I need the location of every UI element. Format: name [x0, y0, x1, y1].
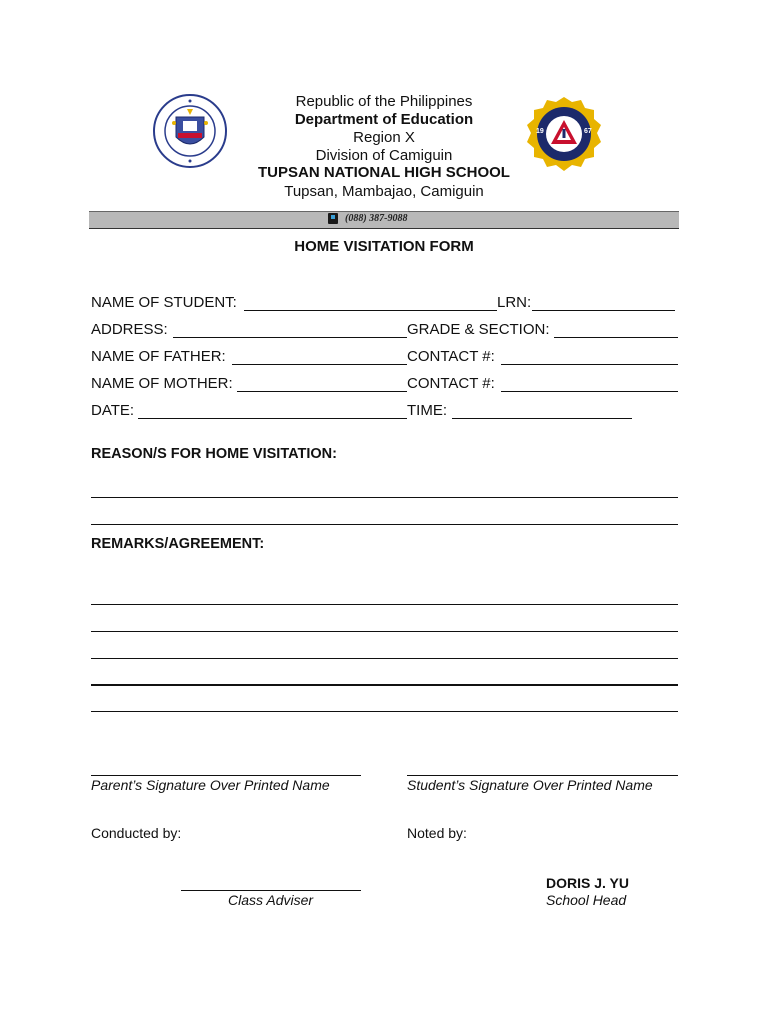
date-label: DATE:	[91, 402, 135, 419]
time-field[interactable]	[452, 418, 632, 419]
school-head-title: School Head	[546, 892, 627, 908]
school-seal-year-left: 19	[536, 128, 544, 135]
father-contact-field[interactable]	[501, 364, 678, 365]
header-department: Department of Education	[294, 111, 474, 128]
address-label: ADDRESS:	[91, 321, 168, 338]
reasons-heading: REASON/S FOR HOME VISITATION:	[91, 446, 337, 462]
lrn-label: LRN:	[497, 294, 532, 311]
name-of-mother-label: NAME OF MOTHER:	[91, 375, 233, 392]
mother-contact-label: CONTACT #:	[407, 375, 495, 392]
remarks-line-5[interactable]	[91, 711, 678, 712]
grade-section-field[interactable]	[554, 337, 678, 338]
father-contact-label: CONTACT #:	[407, 348, 495, 365]
phone-icon	[328, 213, 338, 224]
form-title: HOME VISITATION FORM	[294, 238, 474, 255]
parent-signature-label: Parent’s Signature Over Printed Name	[91, 777, 330, 793]
student-signature-label: Student’s Signature Over Printed Name	[407, 777, 653, 793]
noted-by-label: Noted by:	[407, 825, 467, 841]
name-of-student-label: NAME OF STUDENT:	[91, 294, 237, 311]
reasons-line-2[interactable]	[91, 524, 678, 525]
header-school-name: TUPSAN NATIONAL HIGH SCHOOL	[258, 164, 510, 181]
header-republic: Republic of the Philippines	[295, 93, 473, 110]
header-division: Division of Camiguin	[315, 147, 453, 164]
name-of-father-field[interactable]	[232, 364, 407, 365]
header-bottom-rule	[89, 228, 679, 229]
header-school-address: Tupsan, Mambajao, Camiguin	[284, 183, 484, 200]
name-of-mother-field[interactable]	[237, 391, 407, 392]
school-head-name: DORIS J. YU	[546, 875, 629, 891]
remarks-line-3[interactable]	[91, 658, 678, 659]
remarks-line-1[interactable]	[91, 604, 678, 605]
name-of-father-label: NAME OF FATHER:	[91, 348, 226, 365]
time-label: TIME:	[407, 402, 447, 419]
reasons-line-1[interactable]	[91, 497, 678, 498]
mother-contact-field[interactable]	[501, 391, 678, 392]
remarks-line-2[interactable]	[91, 631, 678, 632]
student-signature-line[interactable]	[407, 775, 678, 776]
conducted-by-label: Conducted by:	[91, 825, 182, 841]
parent-signature-line[interactable]	[91, 775, 361, 776]
header-region: Region X	[353, 129, 415, 146]
remarks-line-4[interactable]	[91, 684, 678, 686]
grade-section-label: GRADE & SECTION:	[407, 321, 550, 338]
remarks-heading: REMARKS/AGREEMENT:	[91, 536, 265, 552]
address-field[interactable]	[173, 337, 407, 338]
school-seal-year-right: 67	[584, 128, 592, 135]
phone-number: (088) 387-9088	[345, 213, 408, 224]
date-field[interactable]	[138, 418, 407, 419]
class-adviser-signature-line[interactable]	[181, 890, 361, 891]
lrn-field[interactable]	[532, 310, 675, 311]
class-adviser-label: Class Adviser	[228, 892, 314, 908]
name-of-student-field[interactable]	[244, 310, 497, 311]
